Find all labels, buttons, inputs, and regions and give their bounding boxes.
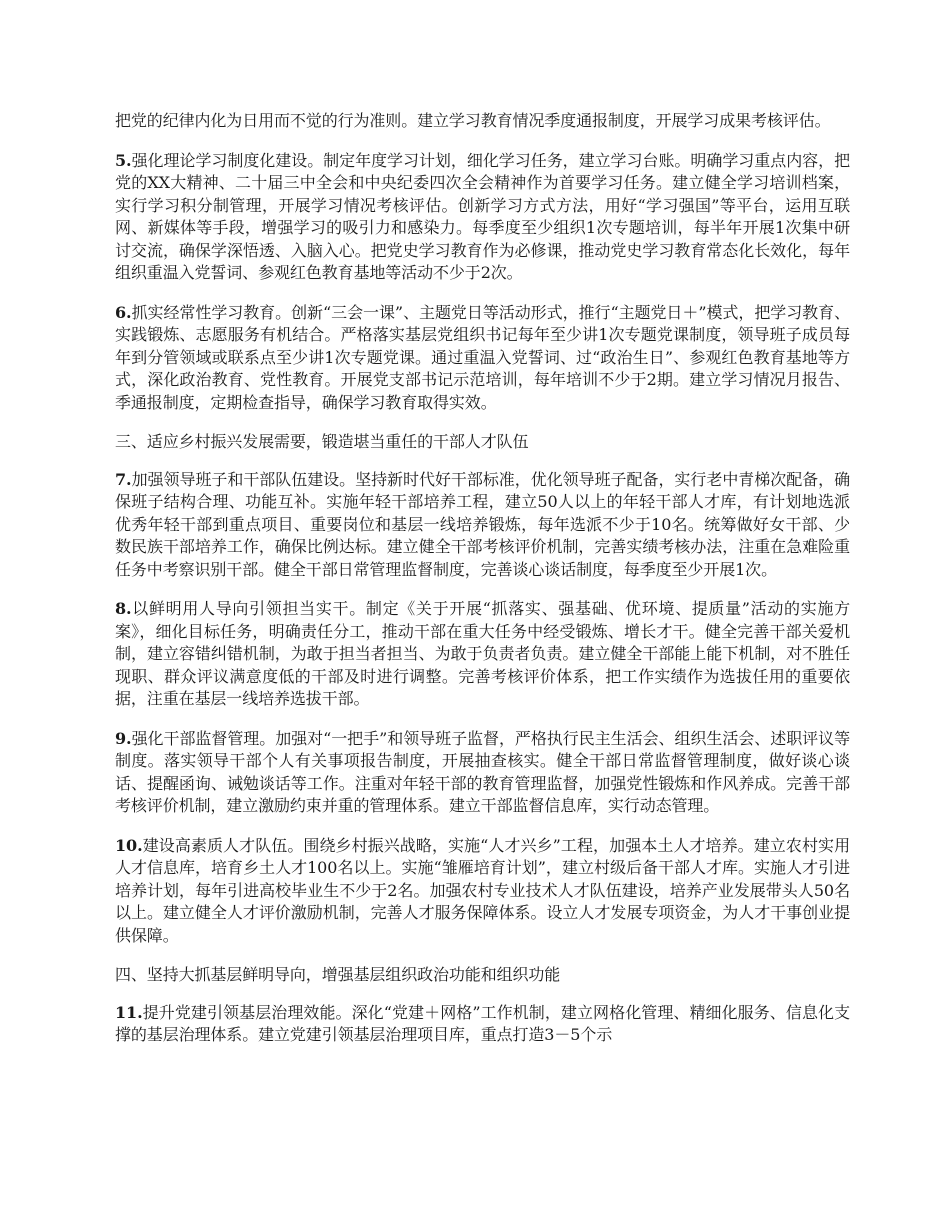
section-heading-4: 四、坚持大抓基层鲜明导向，增强基层组织政治功能和组织功能 (115, 965, 561, 984)
item-number: 8. (115, 599, 132, 618)
paragraph-text: 建设高素质人才队伍。围绕乡村振兴战略，实施“人才兴乡”工程，加强本土人才培养。建立农村实用人才信息库，培育乡土人才100名以上。实施“雏雁培育计划”，建立村级后备干部人才库。实施人才引进培养计划，每年引进高校毕业生不少于2名。加强农村专业技术人才队伍建设，培养产业发展带头人50名以上。建立健全人才评价激励机制，完善人才服务保障体系。设立人才发展专项资金，为人才干事创业提供保障。 (115, 835, 850, 945)
paragraph-text: 把党的纪律内化为日用而不觉的行为准则。建立学习教育情况季度通报制度，开展学习成果考核评估。 (115, 111, 831, 130)
paragraph-text: 提升党建引领基层治理效能。深化“党建＋网格”工作机制，建立网格化管理、精细化服务、信息化支撑的基层治理体系。建立党建引领基层治理项目库，重点打造3－5个示 (115, 1002, 850, 1044)
paragraph-item-9 (115, 728, 850, 818)
paragraph-item-11 (115, 1002, 850, 1047)
paragraph-item-8 (115, 598, 850, 711)
paragraph-text: 抓实经常性学习教育。创新“三会一课”、主题党日等活动形式，推行“主题党日＋”模式，把学习教育、实践锻炼、志愿服务有机结合。严格落实基层党组织书记每年至少讲1次专题党课制度，领导班子成员每年到分管领域或联系点至少讲1次专题党课。通过重温入党誓词、过“政治生日”、参观红色教育基地等方式，深化政治教育、党性教育。开展党支部书记示范培训，每年培训不少于2期。建立学习情况月报告、季通报制度，定期检查指导，确保学习教育取得实效。 (115, 302, 850, 412)
paragraph-text: 强化干部监督管理。加强对“一把手”和领导班子监督，严格执行民主生活会、组织生活会、述职评议等制度。落实领导干部个人有关事项报告制度，开展抽查核实。健全干部日常监督管理制度，做好谈心谈话、提醒函询、诫勉谈话等工作。注重对年轻干部的教育管理监督，加强党性锻炼和作风养成。完善干部考核评价机制，建立激励约束并重的管理体系。建立干部监督信息库，实行动态管理。 (115, 728, 850, 815)
paragraph-text: 强化理论学习制度化建设。制定年度学习计划，细化学习任务，建立学习台账。明确学习重点内容，把党的XX大精神、二十届三中全会和中央纪委四次全会精神作为首要学习任务。建立健全学习培训档案，实行学习积分制管理，开展学习情况考核评估。创新学习方式方法，用好“学习强国”等平台，运用互联网、新媒体等手段，增强学习的吸引力和感染力。每季度至少组织1次专题培训，每半年开展1次集中研讨交流，确保学深悟透、入脑入心。把党史学习教育作为必修课，推动党史学习教育常态化长效化，每年组织重温入党誓词、参观红色教育基地等活动不少于2次。 (115, 150, 850, 282)
item-number: 11. (115, 1002, 143, 1022)
paragraph-continued (115, 110, 850, 133)
paragraph-item-5 (115, 150, 850, 285)
paragraph-item-6 (115, 302, 850, 415)
paragraph-item-10 (115, 835, 850, 948)
paragraph-item-7 (115, 469, 850, 582)
item-number: 6. (115, 302, 132, 322)
document-page (115, 110, 850, 1064)
section-heading-3: 三、适应乡村振兴发展需要，锻造堪当重任的干部人才队伍 (115, 432, 529, 451)
paragraph-text: 加强领导班子和干部队伍建设。坚持新时代好干部标准，优化领导班子配备，实行老中青梯次配备，确保班子结构合理、功能互补。实施年轻干部培养工程，建立50人以上的年轻干部人才库，有计划地选派优秀年轻干部到重点项目、重要岗位和基层一线培养锻炼，每年选派不少于10名。统筹做好女干部、少数民族干部培养工作，确保比例达标。建立健全干部考核评价机制，完善实绩考核办法，注重在急难险重任务中考察识别干部。健全干部日常管理监督制度，完善谈心谈话制度，每季度至少开展1次。 (115, 469, 850, 579)
item-number: 9. (115, 728, 132, 748)
item-number: 10. (115, 835, 143, 855)
item-number: 5. (115, 150, 132, 170)
item-number: 7. (115, 469, 132, 489)
paragraph-text: 以鲜明用人导向引领担当实干。制定《关于开展“抓落实、强基础、优环境、提质量”活动的实施方案》，细化目标任务，明确责任分工，推动干部在重大任务中经受锻炼、增长才干。健全完善干部关爱机制，建立容错纠错机制，为敢于担当者担当、为敢于负责者负责。建立健全干部能上能下机制，对不胜任现职、群众评议满意度低的干部及时进行调整。完善考核评价体系，把工作实绩作为选拔任用的重要依据，注重在基层一线培养选拔干部。 (115, 599, 850, 708)
